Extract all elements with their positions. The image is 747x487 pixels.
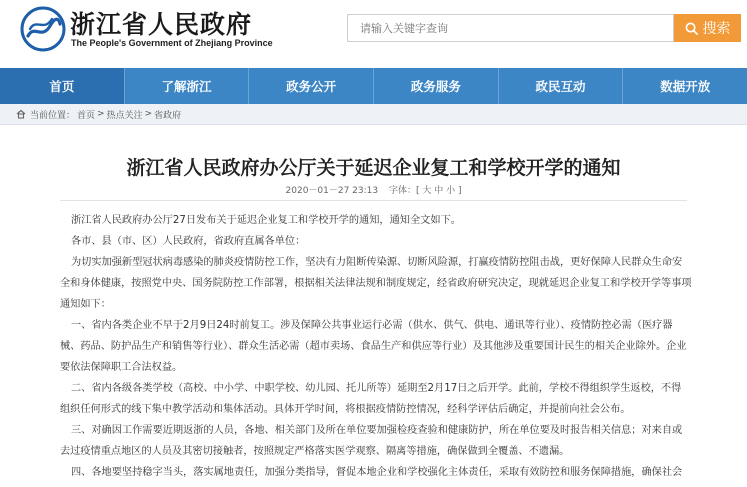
breadcrumb [0, 104, 747, 125]
article-content [0, 125, 747, 487]
search-input[interactable] [347, 14, 674, 42]
nav-item-home[interactable]: 首页 [0, 68, 125, 104]
article-line: 通知如下： [60, 299, 111, 310]
font-size-selector[interactable]: 字体：[ 大 中 小 ] [389, 186, 462, 196]
article-line: 四、各地要坚持稳字当头，落实属地责任，加强分类指导，督促本地企业和学校强化主体责任，采取有效防控和服务保障措施，确保社会 [71, 467, 683, 478]
search-icon [685, 22, 698, 35]
home-icon [16, 109, 26, 119]
breadcrumb-item-provincial-government[interactable]: 省政府 [154, 110, 182, 121]
main-nav [0, 68, 747, 104]
breadcrumb-item-home[interactable]: 首页 [77, 110, 96, 121]
breadcrumb-label: 当前位置： [30, 110, 76, 121]
search-button-label: 搜索 [702, 21, 731, 37]
breadcrumb-item-hot-topics[interactable]: 热点关注 [106, 110, 143, 121]
title-divider [60, 200, 687, 201]
search-button[interactable] [674, 14, 741, 42]
breadcrumb-separator: > [97, 109, 105, 119]
nav-item-about-zhejiang[interactable]: 了解浙江 [125, 68, 250, 104]
article-line: 全和身体健康，按照党中央、国务院防控工作部署，根据相关法律法规和制度规定，经省政府研究决定，现就延迟企业复工和学校开学等事项 [60, 278, 692, 289]
article-meta [0, 183, 747, 196]
article-line: 组织任何形式的线下集中教学活动和集体活动。具体开学时间，将根据疫情防控情况，经科学评估后确定，并提前向社会公布。 [60, 404, 631, 415]
site-header [0, 0, 747, 68]
nav-item-government-affairs-open[interactable]: 政务公开 [249, 68, 374, 104]
zhejiang-logo-icon[interactable] [20, 6, 66, 52]
article-line: 各市、县（市、区）人民政府，省政府直属各单位： [71, 236, 306, 247]
breadcrumb-separator: > [144, 109, 153, 119]
article-line: 为切实加强新型冠状病毒感染的肺炎疫情防控工作，坚决有力阻断传染源、切断风险源，打赢疫情防控阻击战，更好保障人民群众生命安 [71, 257, 683, 268]
nav-item-public-interaction[interactable]: 政民互动 [499, 68, 624, 104]
article-line: 要依法保障职工合法权益。 [60, 362, 183, 373]
article-line: 械、药品、防护品生产和销售等行业）、群众生活必需（超市卖场、食品生产和供应等行业）及其他涉及重要国计民生的相关企业除外。企业 [60, 341, 687, 352]
article-line: 三、对确因工作需要近期返浙的人员，各地、相关部门及所在单位要加强检疫查验和健康防护，所在单位要及时报告相关信息；对来自或 [71, 425, 683, 436]
article-line: 一、省内各类企业不早于2月9日24时前复工。涉及保障公共事业运行必需（供水、供气、供电、通讯等行业）、疫情防控必需（医疗器 [71, 320, 673, 331]
article-line: 去过疫情重点地区的人员及其密切接触者，按照规定严格落实医学观察、隔离等措施，确保做到全覆盖、不遗漏。 [60, 446, 570, 457]
article-title: 浙江省人民政府办公厅关于延迟企业复工和学校开学的通知 [126, 157, 621, 179]
nav-item-open-data[interactable]: 数据开放 [660, 79, 711, 94]
article-line: 二、省内各级各类学校（高校、中小学、中职学校、幼儿园、托儿所等）延期至2月17日之后开学。此前，学校不得组织学生返校，不得 [71, 383, 682, 394]
article-date: 2020－01－27 23:13 [285, 186, 379, 196]
site-title[interactable]: 浙江省人民政府 [70, 10, 253, 39]
site-subtitle: The People's Government of Zhejiang Province [71, 38, 273, 48]
nav-item-government-services[interactable]: 政务服务 [374, 68, 499, 104]
article-line: 浙江省人民政府办公厅27日发布关于延迟企业复工和学校开学的通知，通知全文如下。 [71, 215, 461, 226]
article-body [60, 210, 700, 483]
